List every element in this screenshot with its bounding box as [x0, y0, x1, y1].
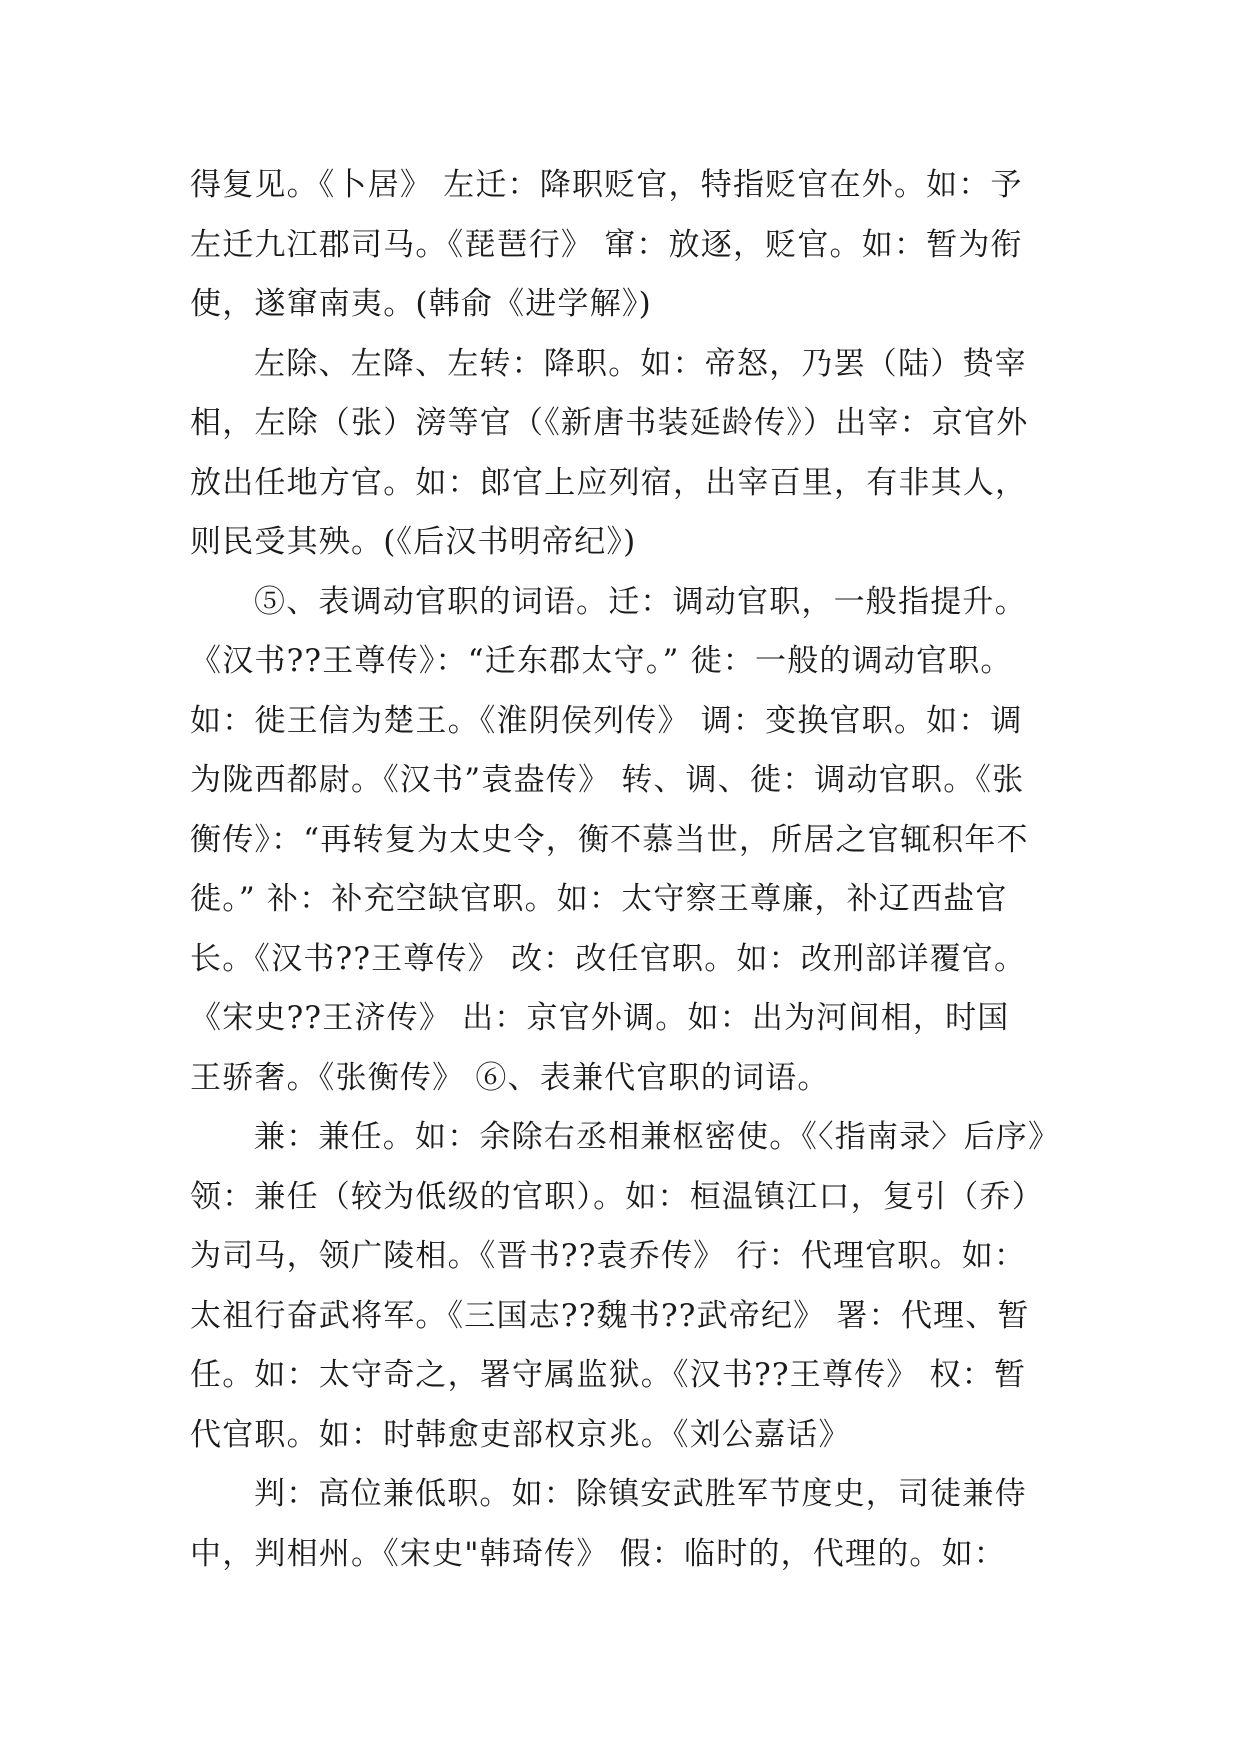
- paragraph-first-line: ⑤、表调动官职的词语。迁：调动官职，一般指提升。: [254, 583, 1027, 620]
- text-line: 则民受其殃。(《后汉书明帝纪》): [190, 524, 637, 560]
- text-line: 相，左除（张）滂等官（《新唐书装延龄传》）出宰：京官外: [190, 405, 1029, 441]
- text-line: 太祖行奋武将军。《三国志??魏书??武帝纪》 署：代理、暂: [190, 1297, 1030, 1334]
- text-line: 使，遂窜南夷。(韩俞《进学解》): [190, 286, 652, 322]
- text-line: 放出任地方官。如：郎官上应列宿，出宰百里，有非其人，: [190, 464, 1028, 501]
- text-line: 为司马，领广陵相。《晋书??袁乔传》 行：代理官职。如：: [190, 1238, 1027, 1274]
- text-line: 得复见。《卜居》 左迁：降职贬官，特指贬官在外。如：予: [190, 167, 1023, 203]
- text-line: 为陇西都尉。《汉书”袁盎传》 转、调、徙：调动官职。《张: [190, 762, 1025, 798]
- paragraph-first-line: 判：高位兼低职。如：除镇安武胜军节度史，司徒兼侍: [254, 1476, 1027, 1512]
- paragraph-first-line: 兼：兼任。如：余除右丞相兼枢密使。《〈指南录〉后序》: [254, 1119, 1061, 1155]
- text-line: 《汉书??王尊传》：“迁东郡太守。” 徙：一般的调动官职。: [190, 643, 1013, 679]
- text-line: 《宋史??王济传》 出：京官外调。如：出为河间相，时国: [190, 1000, 1010, 1036]
- text-line: 徙。” 补：补充空缺官职。如：太守察王尊廉，补辽西盐官: [190, 881, 1008, 917]
- text-line: 任。如：太守奇之，署守属监狱。《汉书??王尊传》 权：暂: [190, 1357, 1027, 1393]
- text-line: 如：徙王信为楚王。《淮阴侯列传》 调：变换官职。如：调: [190, 702, 1023, 739]
- text-line: 衡传》：“再转复为太史令，衡不慕当世，所居之官辄积年不: [190, 821, 1029, 858]
- text-line: 中，判相州。《宋史"韩琦传》 假：临时的，代理的。如：: [190, 1535, 1007, 1572]
- paragraph-first-line: 左除、左降、左转：降职。如：帝怒，乃罢（陆）贽宰: [254, 345, 1027, 382]
- document-body: [190, 156, 1070, 1584]
- text-line: 领：兼任（较为低级的官职）。如：桓温镇江口，复引（乔）: [190, 1178, 1044, 1215]
- text-line: 代官职。如：时韩愈吏部权京兆。《刘公嘉话》: [190, 1416, 851, 1453]
- text-line: 王骄奢。《张衡传》 ⑥、表兼代官职的词语。: [190, 1059, 830, 1096]
- text-line: 左迁九江郡司马。《琵琶行》 窜：放逐，贬官。如：暂为衔: [190, 226, 1023, 263]
- text-line: 长。《汉书??王尊传》 改：改任官职。如：改刑部详覆官。: [190, 940, 1027, 977]
